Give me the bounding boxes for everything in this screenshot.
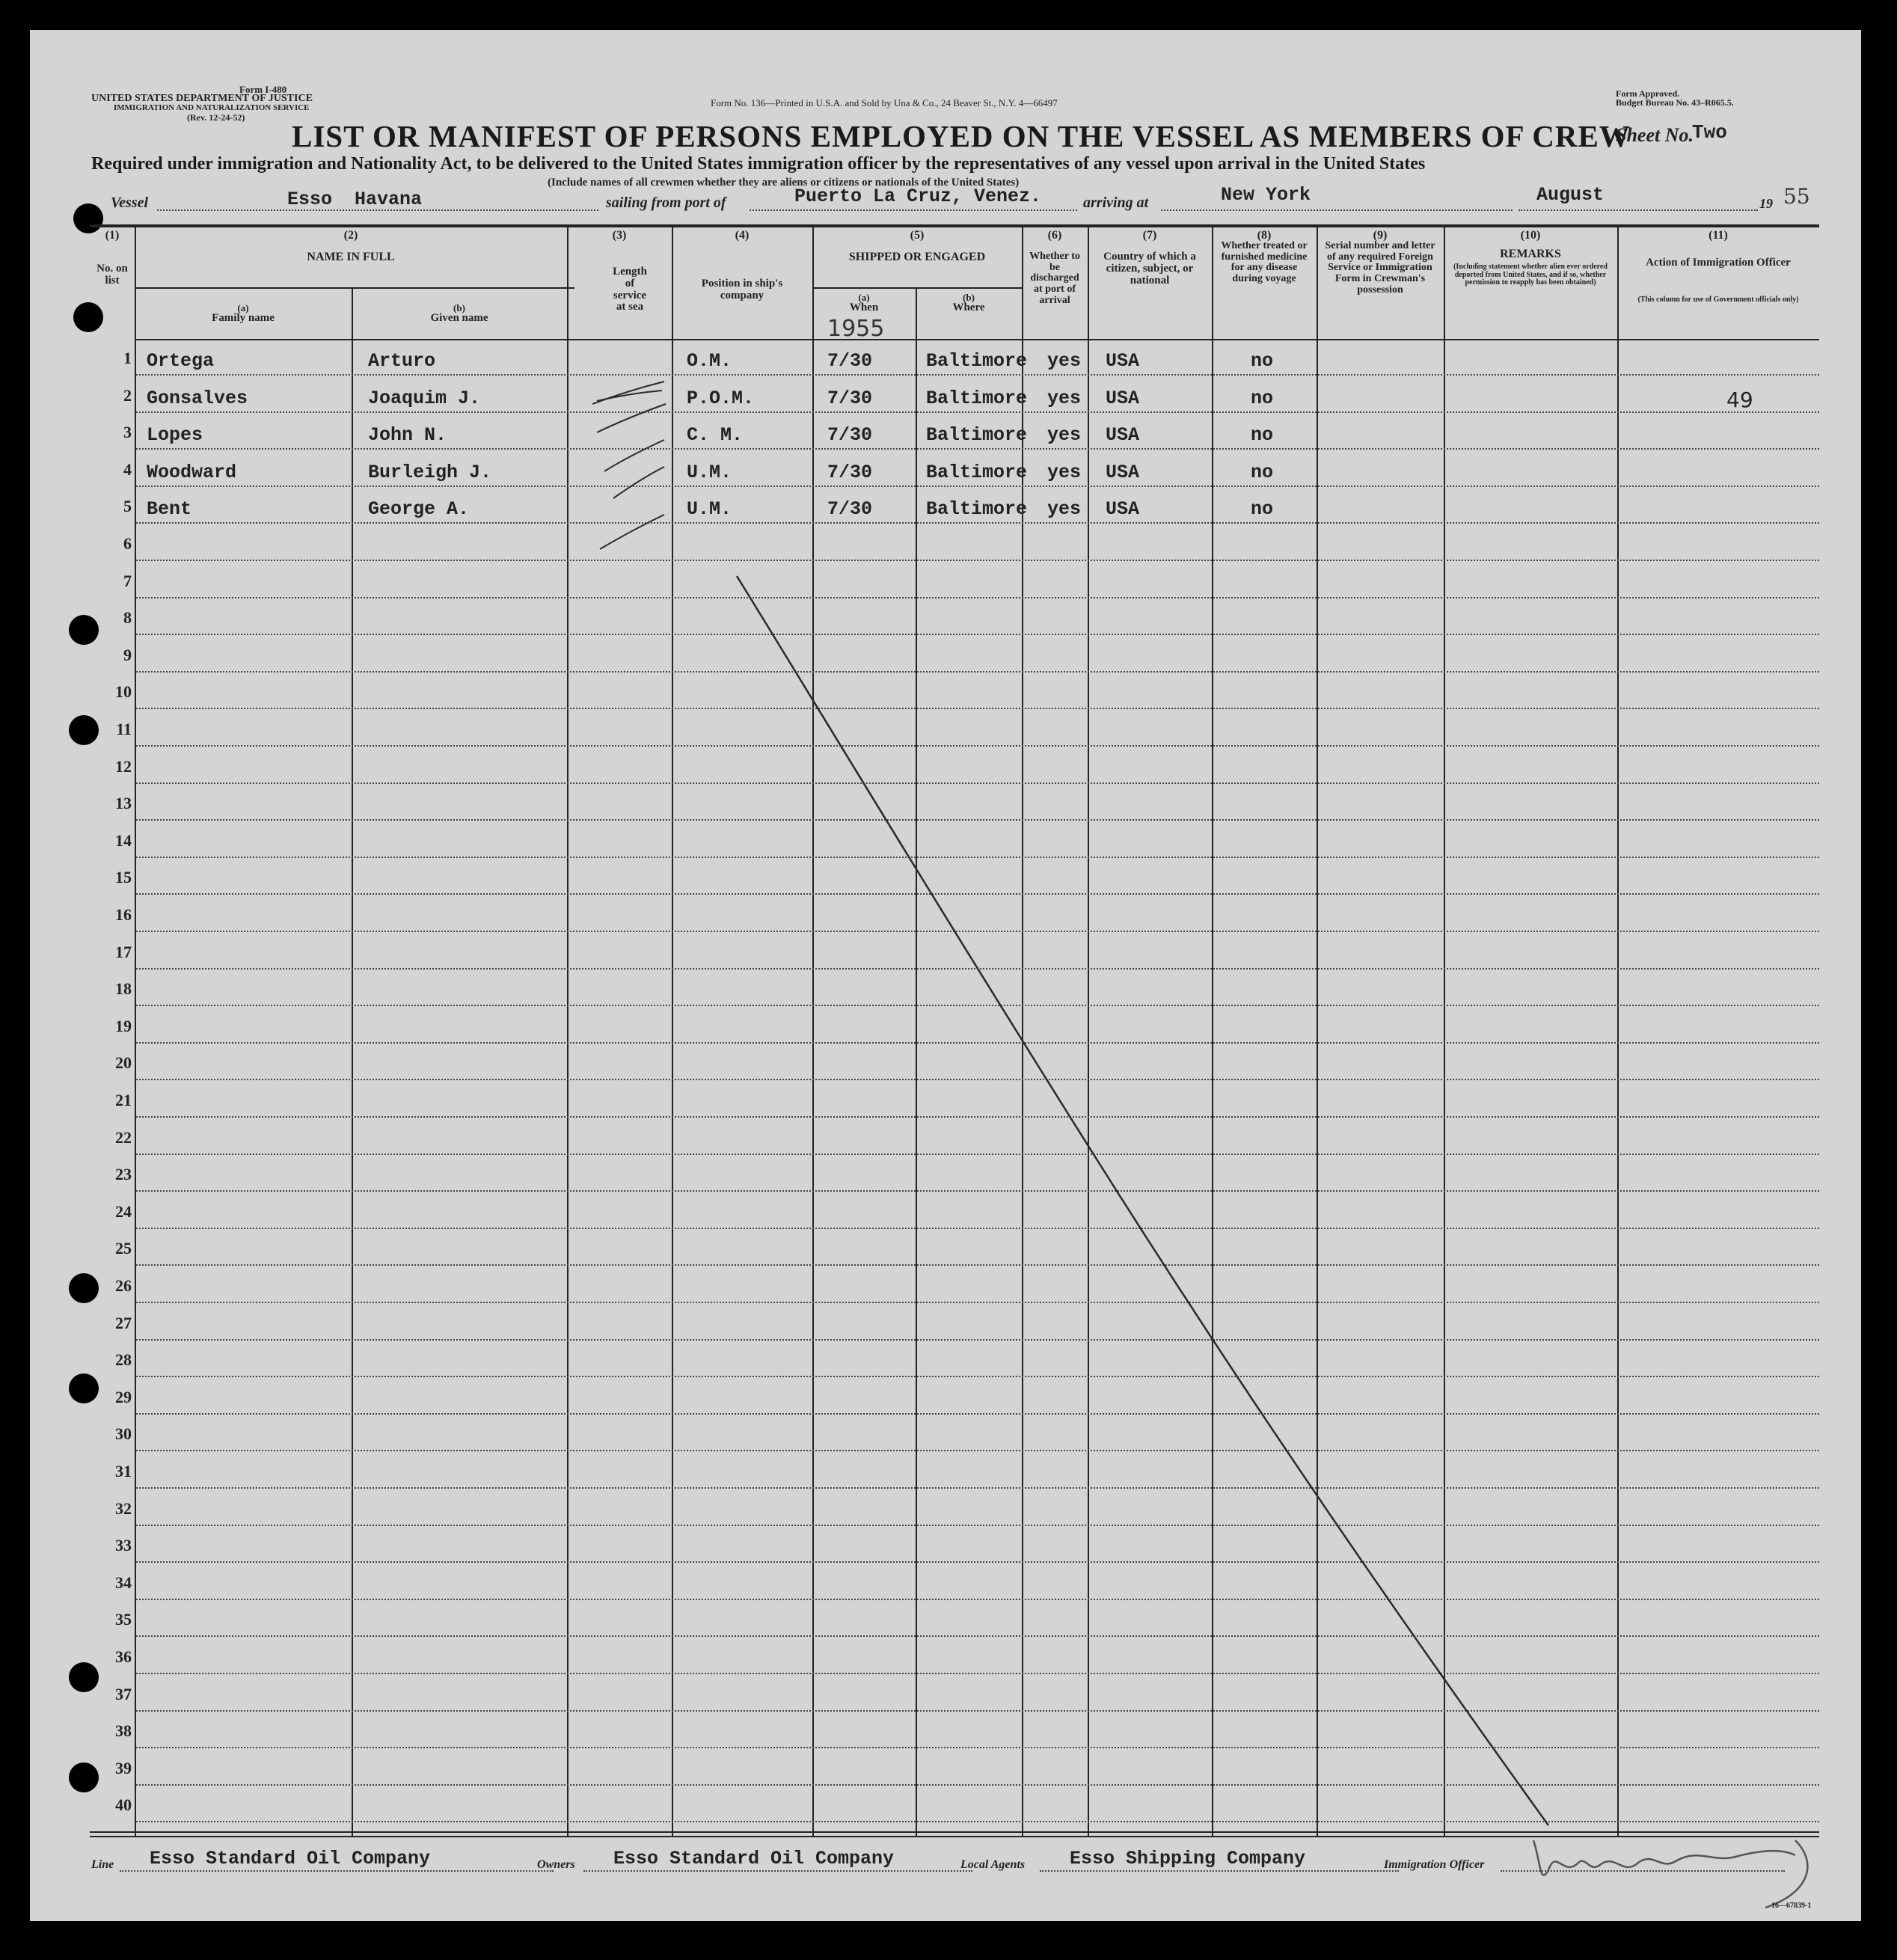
service-name: IMMIGRATION AND NATURALIZATION SERVICE	[114, 103, 310, 112]
form-revision: (Rev. 12-24-52)	[187, 112, 245, 123]
col10-note: (Including statement whether alien ever ordered deported from United States, and if so, whether permission to reapply has been obtained)	[1453, 263, 1608, 287]
col5a-number: (a)	[858, 292, 870, 303]
line-company: Esso Standard Oil Company	[150, 1848, 431, 1869]
discharged: yes	[1047, 498, 1082, 521]
row-number: 19	[115, 1016, 132, 1035]
row-number: 18	[115, 979, 132, 999]
arriving-label: arriving at	[1083, 195, 1149, 211]
agents-label: Local Agents	[960, 1858, 1026, 1871]
family-name: Lopes	[147, 424, 203, 447]
position: U.M.	[687, 461, 732, 483]
row-number: 17	[115, 942, 132, 961]
country: USA	[1106, 350, 1140, 372]
arrival-month: August	[1536, 184, 1605, 206]
col8-number: (8)	[1257, 229, 1272, 242]
col7-number: (7)	[1142, 229, 1157, 242]
given-name: George A.	[368, 498, 470, 521]
given-name: Arturo	[368, 350, 436, 372]
owners-company: Esso Standard Oil Company	[613, 1848, 895, 1869]
col3-number: (3)	[612, 229, 627, 242]
row-number: 40	[115, 1795, 132, 1815]
pen-marks	[30, 30, 1861, 1921]
discharged: yes	[1047, 350, 1082, 372]
col6-header: Whether to be discharged at port of arrival	[1029, 251, 1080, 306]
subtitle: Required under immigration and Nationality Act, to be delivered to the United States immigration officer by the representatives of any vessel upon arrival in the United States	[91, 154, 1426, 174]
given-name: Burleigh J.	[368, 461, 492, 483]
shipped-where: Baltimore	[926, 461, 1028, 483]
discharged: yes	[1047, 461, 1082, 483]
country: USA	[1106, 424, 1140, 447]
discharged: yes	[1047, 387, 1082, 409]
page-title: LIST OR MANIFEST OF PERSONS EMPLOYED ON THE VESSEL AS MEMBERS OF CREW	[292, 119, 1631, 153]
vessel-name: Esso Havana	[287, 189, 423, 210]
row-number: 36	[115, 1647, 132, 1666]
col6-number: (6)	[1047, 229, 1062, 242]
row-number: 20	[115, 1053, 132, 1073]
officer-label: Immigration Officer	[1384, 1858, 1485, 1871]
medicine: no	[1251, 350, 1274, 372]
col2b-number: (b)	[453, 302, 465, 313]
col5a-header: When	[849, 301, 879, 313]
vessel-label: Vessel	[111, 195, 148, 211]
row-number: 33	[115, 1536, 132, 1555]
row-number: 3	[123, 423, 132, 442]
row-number: 16	[115, 905, 132, 924]
given-name: Joaquim J.	[368, 387, 481, 409]
sailing-label: sailing from port of	[606, 195, 726, 211]
shipped-when: 7/30	[827, 498, 873, 521]
position: O.M.	[687, 350, 732, 372]
row-number: 10	[115, 682, 132, 702]
shipped-when: 7/30	[827, 387, 873, 409]
col2b-header: Given name	[430, 312, 488, 324]
row-number: 22	[115, 1127, 132, 1147]
row-number: 39	[115, 1758, 132, 1777]
officer-action: 49	[1726, 387, 1753, 412]
row-number: 14	[115, 830, 132, 850]
row-number: 2	[123, 385, 132, 405]
row-number: 24	[115, 1201, 132, 1221]
sailing-port: Puerto La Cruz, Venez.	[794, 186, 1042, 207]
col4-header: Position in ship's company	[701, 278, 783, 301]
cancel-line	[737, 576, 1548, 1825]
col4-number: (4)	[735, 229, 750, 242]
form-number: Form I-480	[239, 84, 287, 95]
col1-header: No. on list	[96, 263, 128, 287]
row-number: 15	[115, 868, 132, 887]
arriving-port: New York	[1221, 184, 1311, 206]
col5b-header: Where	[952, 301, 985, 313]
row-number: 27	[115, 1313, 132, 1332]
row-number: 25	[115, 1239, 132, 1258]
col3-header: Length of service at sea	[613, 266, 647, 313]
col2a-number: (a)	[237, 302, 249, 313]
col11-note: (This column for use of Government officials only)	[1637, 295, 1799, 304]
col11-number: (11)	[1708, 229, 1728, 242]
row-number: 23	[115, 1165, 132, 1184]
manifest-page	[30, 30, 1861, 1921]
family-name: Gonsalves	[147, 387, 248, 409]
row-number: 32	[115, 1498, 132, 1518]
medicine: no	[1251, 461, 1274, 483]
length-slash	[613, 467, 664, 498]
row-number: 1	[123, 349, 132, 367]
length-slash	[592, 382, 664, 404]
shipped-when: 7/30	[827, 350, 873, 372]
agents-company: Esso Shipping Company	[1070, 1848, 1306, 1869]
col5-header: SHIPPED OR ENGAGED	[848, 251, 986, 263]
row-number: 29	[115, 1387, 132, 1406]
country: USA	[1106, 461, 1140, 483]
line-label: Line	[91, 1858, 114, 1871]
row-number: 12	[115, 756, 132, 776]
corner-code: 16—67839-1	[1771, 1902, 1812, 1910]
year-suffix: 55	[1783, 184, 1810, 209]
given-name: John N.	[368, 424, 447, 447]
row-number: 5	[123, 497, 132, 516]
sheet-number: Two	[1692, 121, 1727, 144]
row-number: 38	[115, 1721, 132, 1741]
row-number: 7	[123, 571, 132, 590]
row-number: 35	[115, 1610, 132, 1629]
col2-number: (2)	[343, 229, 358, 242]
position: U.M.	[687, 498, 732, 521]
country: USA	[1106, 498, 1140, 521]
shipped-when: 7/30	[827, 424, 873, 447]
medicine: no	[1251, 498, 1274, 521]
col9-header: Serial number and letter of any required Foreign Service or Immigration Form in Crewman's possession	[1325, 240, 1435, 295]
length-slash	[604, 440, 664, 471]
col11-header: Action of Immigration Officer	[1646, 257, 1791, 269]
family-name: Woodward	[147, 461, 237, 483]
col10-header: REMARKS	[1500, 248, 1561, 260]
row-number: 4	[123, 459, 132, 479]
family-name: Bent	[147, 498, 192, 521]
position: C. M.	[687, 424, 744, 447]
medicine: no	[1251, 424, 1274, 447]
col2-header: NAME IN FULL	[307, 251, 395, 263]
sheet-label: Sheet No.	[1616, 124, 1694, 146]
shipped-where: Baltimore	[926, 387, 1028, 409]
col9-number: (9)	[1373, 229, 1388, 242]
form-approved: Form Approved.	[1616, 88, 1680, 99]
row-number: 26	[115, 1276, 132, 1295]
col2a-header: Family name	[212, 312, 275, 324]
col5-number: (5)	[910, 229, 925, 242]
row-number: 11	[116, 720, 132, 738]
col1-number: (1)	[105, 229, 120, 242]
col7-header: Country of which a citizen, subject, or national	[1103, 251, 1196, 287]
medicine: no	[1251, 387, 1274, 409]
row-number: 37	[115, 1684, 132, 1703]
row-number: 6	[123, 534, 132, 553]
country: USA	[1106, 387, 1140, 409]
row-number: 21	[115, 1091, 132, 1109]
officer-signature	[1518, 1818, 1833, 1915]
col5b-number: (b)	[963, 292, 975, 303]
shipped-where: Baltimore	[926, 424, 1028, 447]
row-number: 13	[115, 794, 132, 813]
shipped-where: Baltimore	[926, 498, 1028, 521]
row-number: 9	[123, 645, 132, 664]
year-prefix: 19	[1759, 196, 1773, 211]
budget-bureau-no: Budget Bureau No. 43–R065.5.	[1616, 97, 1734, 108]
col10-number: (10)	[1520, 229, 1541, 242]
col8-header: Whether treated or furnished medicine for any disease during voyage	[1221, 240, 1308, 285]
discharged: yes	[1047, 424, 1082, 447]
row-number: 34	[115, 1572, 132, 1592]
shipped-year: 1955	[827, 316, 885, 342]
subtitle-note: (Include names of all crewmen whether they are aliens or citizens or nationals of the United States)	[548, 177, 1020, 189]
length-slash	[597, 391, 662, 401]
owners-label: Owners	[537, 1858, 575, 1871]
length-slash	[597, 404, 666, 432]
department-name: UNITED STATES DEPARTMENT OF JUSTICE	[91, 93, 313, 104]
shipped-where: Baltimore	[926, 350, 1028, 372]
printer-note: Form No. 136—Printed in U.S.A. and Sold by Una & Co., 24 Beaver St., N.Y. 4—66497	[711, 97, 1058, 108]
row-number: 31	[115, 1462, 132, 1480]
position: P.O.M.	[687, 387, 755, 409]
family-name: Ortega	[147, 350, 215, 372]
row-number: 8	[123, 608, 132, 628]
row-number: 30	[115, 1424, 132, 1444]
shipped-when: 7/30	[827, 461, 873, 483]
row-number: 28	[115, 1350, 132, 1370]
length-slash	[600, 515, 664, 549]
